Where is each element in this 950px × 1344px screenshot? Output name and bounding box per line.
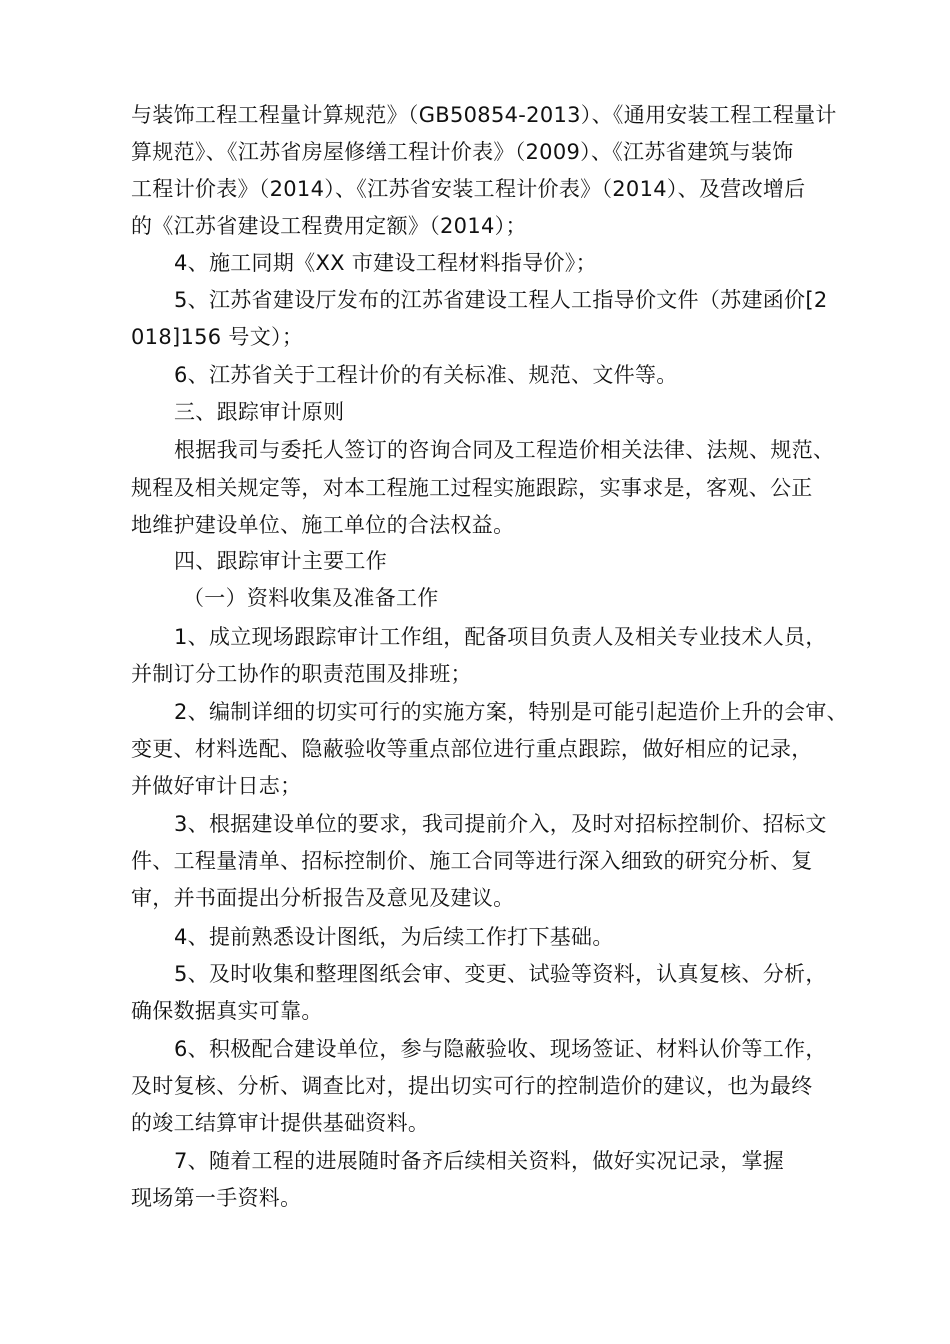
subsection-heading: （一）资料收集及准备工作 <box>183 586 439 610</box>
list-item: 6、积极配合建设单位，参与隐蔽验收、现场签证、材料认价等工作， <box>174 1037 827 1061</box>
list-item: 5、江苏省建设厅发布的江苏省建设工程人工指导价文件（苏建函价[2 <box>174 288 828 312</box>
paragraph-line: 并制订分工协作的职责范围及排班； <box>131 662 472 686</box>
paragraph-line: 并做好审计日志； <box>131 774 302 798</box>
paragraph-line: 及时复核、分析、调查比对，提出切实可行的控制造价的建议，也为最终 <box>131 1074 813 1098</box>
list-item: 3、根据建设单位的要求，我司提前介入，及时对招标控制价、招标文 <box>174 812 827 836</box>
list-item: 4、提前熟悉设计图纸，为后续工作打下基础。 <box>174 925 614 949</box>
paragraph-line: 的《江苏省建设工程费用定额》（2014）； <box>131 214 527 238</box>
paragraph-line: 算规范》、《江苏省房屋修缮工程计价表》（2009）、《江苏省建筑与装饰 <box>131 140 794 164</box>
list-item: 6、江苏省关于工程计价的有关标准、规范、文件等。 <box>174 363 678 387</box>
paragraph-line: 地维护建设单位、施工单位的合法权益。 <box>131 513 515 537</box>
list-item: 7、随着工程的进展随时备齐后续相关资料，做好实况记录，掌握 <box>174 1149 785 1173</box>
paragraph-line: 与装饰工程工程量计算规范》（GB50854-2013）、《通用安装工程工程量计 <box>131 103 837 127</box>
paragraph-line: 工程计价表》（2014）、《江苏省安装工程计价表》（2014）、及营改增后 <box>131 177 806 201</box>
paragraph-line: 审，并书面提出分析报告及意见及建议。 <box>131 886 515 910</box>
list-item: 1、成立现场跟踪审计工作组，配备项目负责人及相关专业技术人员， <box>174 625 827 649</box>
list-item: 4、施工同期《XX 市建设工程材料指导价》； <box>174 251 597 275</box>
paragraph-line: 现场第一手资料。 <box>131 1186 302 1210</box>
section-heading: 四、跟踪审计主要工作 <box>174 549 387 573</box>
paragraph-line: 变更、材料选配、隐蔽验收等重点部位进行重点跟踪，做好相应的记录， <box>131 737 813 761</box>
paragraph-line: 件、工程量清单、招标控制价、施工合同等进行深入细致的研究分析、复 <box>131 849 813 873</box>
paragraph-line: 规程及相关规定等，对本工程施工过程实施跟踪，实事求是，客观、公正 <box>131 476 813 500</box>
paragraph-line: 的竣工结算审计提供基础资料。 <box>131 1111 430 1135</box>
paragraph-line: 根据我司与委托人签订的咨询合同及工程造价相关法律、法规、规范、 <box>174 438 835 462</box>
section-heading: 三、跟踪审计原则 <box>174 400 345 424</box>
paragraph-line: 018]156 号文）； <box>131 325 304 349</box>
list-item: 5、及时收集和整理图纸会审、变更、试验等资料，认真复核、分析， <box>174 962 827 986</box>
list-item: 2、编制详细的切实可行的实施方案，特别是可能引起造价上升的会审、 <box>174 700 848 724</box>
paragraph-line: 确保数据真实可靠。 <box>131 999 323 1023</box>
